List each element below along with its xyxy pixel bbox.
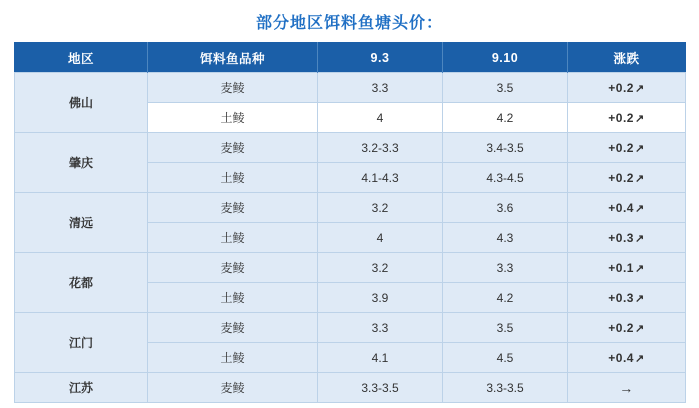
cell-species: 麦鲮: [148, 193, 318, 223]
col-header-date-1: 9.3: [318, 43, 443, 73]
cell-change: [568, 313, 686, 343]
cell-price-date-1: 3.2: [318, 253, 443, 283]
trend-up-icon: ↗: [634, 292, 645, 305]
cell-species: 麦鲮: [148, 313, 318, 343]
trend-up-icon: ↗: [634, 262, 645, 275]
trend-up-icon: ↗: [634, 172, 645, 185]
change-value: +0.4: [608, 200, 634, 215]
cell-species: 土鲮: [148, 223, 318, 253]
table-row: [15, 373, 686, 403]
cell-price-date-2: 4.2: [443, 283, 568, 313]
cell-species: 麦鲮: [148, 253, 318, 283]
cell-price-date-1: 4.1: [318, 343, 443, 373]
change-value: +0.2: [608, 110, 634, 125]
trend-up-icon: ↗: [634, 82, 645, 95]
cell-price-date-2: 3.3: [443, 253, 568, 283]
trend-up-icon: ↗: [634, 142, 645, 155]
cell-species: 麦鲮: [148, 373, 318, 403]
cell-region: 江苏: [15, 373, 148, 403]
cell-region: 肇庆: [15, 133, 148, 193]
cell-price-date-1: 4: [318, 223, 443, 253]
cell-change: [568, 103, 686, 133]
cell-price-date-2: 4.2: [443, 103, 568, 133]
cell-change: [568, 223, 686, 253]
cell-change: [568, 253, 686, 283]
cell-price-date-2: 3.5: [443, 73, 568, 103]
cell-change: [568, 343, 686, 373]
cell-species: 麦鲮: [148, 133, 318, 163]
table-row: [15, 253, 686, 283]
cell-region: 清远: [15, 193, 148, 253]
change-value: +0.2: [608, 170, 634, 185]
change-value: +0.1: [608, 260, 634, 275]
col-header-region: 地区: [15, 43, 148, 73]
page-title: 部分地区饵料鱼塘头价：: [255, 15, 443, 32]
cell-price-date-1: 4: [318, 103, 443, 133]
table-row: [15, 133, 686, 163]
bait-fish-price-table: [14, 42, 686, 403]
change-value: +0.2: [608, 140, 634, 155]
cell-price-date-1: 3.3-3.5: [318, 373, 443, 403]
table-row: [15, 313, 686, 343]
col-header-date-2: 9.10: [443, 43, 568, 73]
change-value: +0.2: [608, 80, 634, 95]
cell-region: 佛山: [15, 73, 148, 133]
cell-price-date-1: 3.2-3.3: [318, 133, 443, 163]
trend-up-icon: ↗: [634, 232, 645, 245]
change-value: +0.3: [608, 230, 634, 245]
col-header-species: 饵料鱼品种: [148, 43, 318, 73]
cell-species: 土鲮: [148, 343, 318, 373]
trend-up-icon: ↗: [634, 202, 645, 215]
cell-price-date-2: 4.3: [443, 223, 568, 253]
trend-up-icon: ↗: [634, 352, 645, 365]
cell-change: [568, 373, 686, 403]
cell-price-date-1: 3.3: [318, 73, 443, 103]
table-row: [15, 73, 686, 103]
cell-price-date-2: 3.3-3.5: [443, 373, 568, 403]
change-value: +0.2: [608, 320, 634, 335]
cell-price-date-1: 3.2: [318, 193, 443, 223]
cell-price-date-2: 3.6: [443, 193, 568, 223]
cell-region: 花都: [15, 253, 148, 313]
change-value: +0.4: [608, 350, 634, 365]
cell-price-date-2: 3.5: [443, 313, 568, 343]
cell-species: 土鲮: [148, 163, 318, 193]
cell-price-date-1: 4.1-4.3: [318, 163, 443, 193]
cell-price-date-2: 4.3-4.5: [443, 163, 568, 193]
cell-price-date-1: 3.9: [318, 283, 443, 313]
col-header-change: 涨跌: [568, 43, 686, 73]
table-body: [15, 73, 686, 403]
cell-price-date-1: 3.3: [318, 313, 443, 343]
cell-price-date-2: 3.4-3.5: [443, 133, 568, 163]
cell-species: 土鲮: [148, 103, 318, 133]
cell-region: 江门: [15, 313, 148, 373]
cell-species: 麦鲮: [148, 73, 318, 103]
change-value: +0.3: [608, 290, 634, 305]
cell-change: [568, 283, 686, 313]
table-row: [15, 193, 686, 223]
change-value: →: [619, 379, 634, 396]
table-container: [0, 42, 699, 403]
trend-up-icon: ↗: [634, 112, 645, 125]
cell-change: [568, 193, 686, 223]
cell-change: [568, 73, 686, 103]
cell-species: 土鲮: [148, 283, 318, 313]
table-header-row: [15, 43, 686, 73]
cell-change: [568, 163, 686, 193]
cell-price-date-2: 4.5: [443, 343, 568, 373]
cell-change: [568, 133, 686, 163]
trend-up-icon: ↗: [634, 322, 645, 335]
table-header: [15, 43, 686, 73]
